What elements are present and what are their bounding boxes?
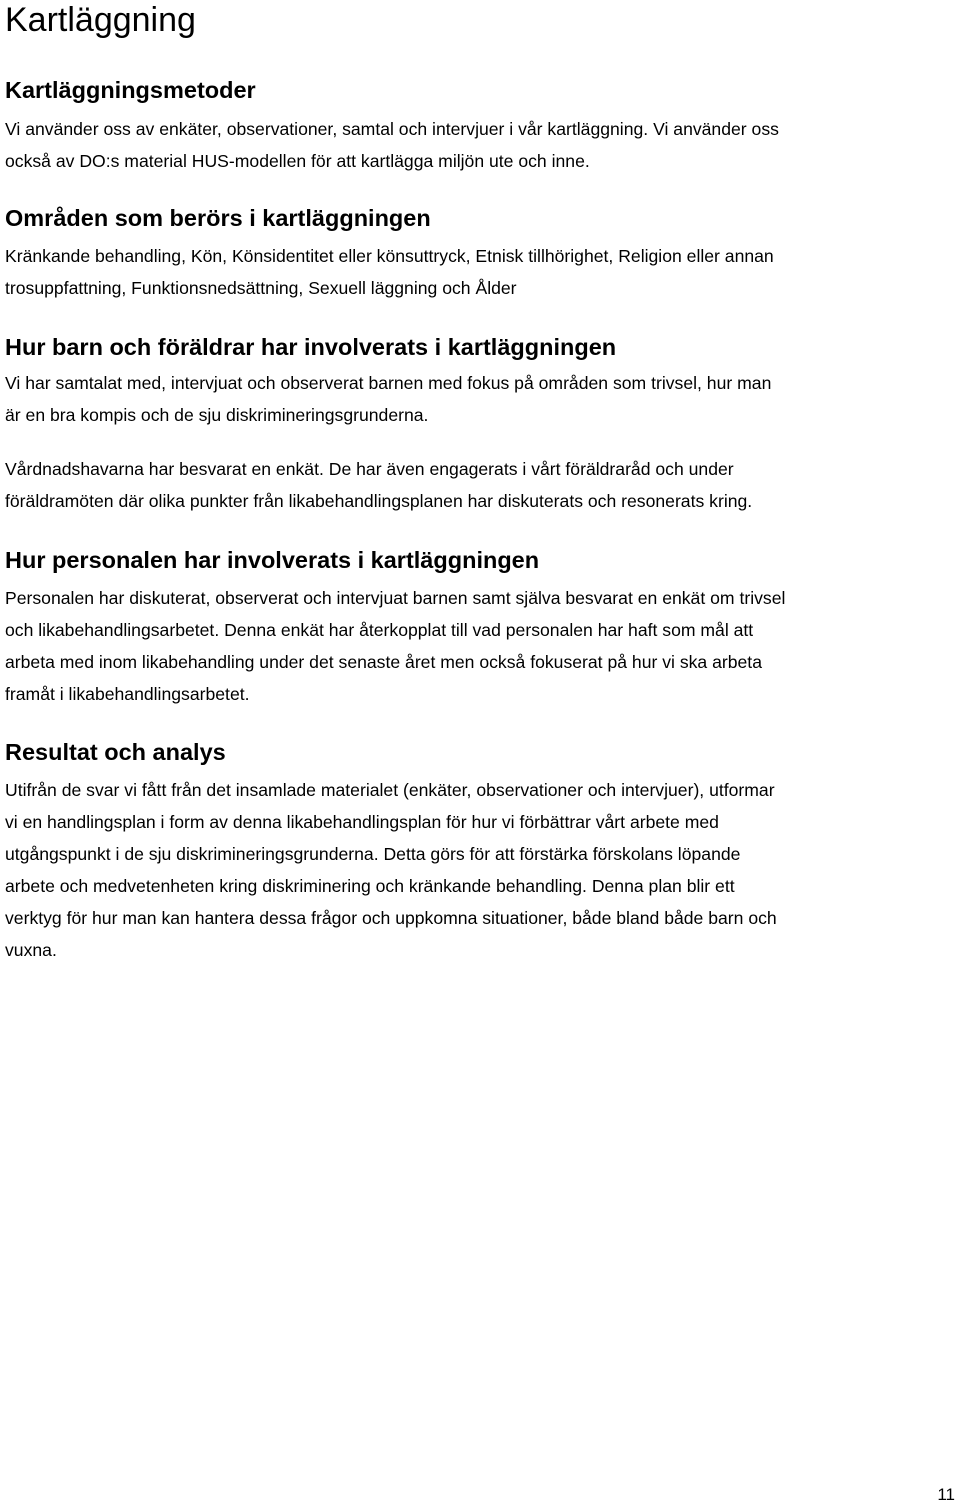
paragraph-line: Personalen har diskuterat, observerat och intervjuat barnen samt själva besvarat en enkät om trivsel xyxy=(5,588,786,608)
page-number: 11 xyxy=(937,1485,955,1504)
section-heading-resultat: Resultat och analys xyxy=(5,739,226,765)
paragraph-line: Vårdnadshavarna har besvarat en enkät. De har även engagerats i vårt föräldraråd och under xyxy=(5,459,734,479)
paragraph-line: föräldramöten där olika punkter från likabehandlingsplanen har diskuterats och resonerats kring. xyxy=(5,491,753,511)
paragraph-line: vi en handlingsplan i form av denna likabehandlingsplan för hur vi förbättrar vårt arbete med xyxy=(5,812,719,832)
paragraph-line: arbete och medvetenheten kring diskriminering och kränkande behandling. Denna plan blir ett xyxy=(5,876,735,896)
paragraph-line: utgångspunkt i de sju diskrimineringsgrunderna. Detta görs för att förstärka förskolans löpande xyxy=(5,844,741,864)
paragraph-line: Utifrån de svar vi fått från det insamlade materialet (enkäter, observationer och intervjuer), utformar xyxy=(5,780,775,800)
paragraph-line: Vi har samtalat med, intervjuat och observerat barnen med fokus på områden som trivsel, hur man xyxy=(5,373,772,393)
paragraph-line: framåt i likabehandlingsarbetet. xyxy=(5,684,250,704)
paragraph-line: Kränkande behandling, Kön, Könsidentitet eller könsuttryck, Etnisk tillhörighet, Religion eller annan xyxy=(5,246,774,266)
paragraph-line: och likabehandlingsarbetet. Denna enkät har återkopplat till vad personalen har haft som mål att xyxy=(5,620,754,640)
paragraph-line: vuxna. xyxy=(5,940,57,960)
section-paragraph xyxy=(5,113,955,177)
paragraph-line: arbeta med inom likabehandling under det senaste året men också fokuserat på hur vi ska arbeta xyxy=(5,652,762,672)
section-paragraph xyxy=(5,582,955,710)
section-paragraph xyxy=(5,774,955,966)
section-paragraph xyxy=(5,240,955,304)
page-title: Kartläggning xyxy=(5,1,196,39)
section-heading-barn-foraldrar: Hur barn och föräldrar har involverats i kartläggningen xyxy=(5,334,617,360)
section-heading-personalen: Hur personalen har involverats i kartläggningen xyxy=(5,547,540,573)
paragraph-line: också av DO:s material HUS-modellen för att kartlägga miljön ute och inne. xyxy=(5,151,590,171)
section-heading-omraden: Områden som berörs i kartläggningen xyxy=(5,205,431,231)
paragraph-line: trosuppfattning, Funktionsnedsättning, Sexuell läggning och Ålder xyxy=(5,278,517,298)
section-heading-kartlaggningsmetoder: Kartläggningsmetoder xyxy=(5,77,256,103)
section-paragraph xyxy=(5,453,955,517)
paragraph-line: Vi använder oss av enkäter, observationer, samtal och intervjuer i vår kartläggning. Vi använder oss xyxy=(5,119,779,139)
paragraph-line: verktyg för hur man kan hantera dessa frågor och uppkomna situationer, både bland både barn och xyxy=(5,908,777,928)
paragraph-line: är en bra kompis och de sju diskrimineringsgrunderna. xyxy=(5,405,429,425)
section-paragraph xyxy=(5,367,955,431)
